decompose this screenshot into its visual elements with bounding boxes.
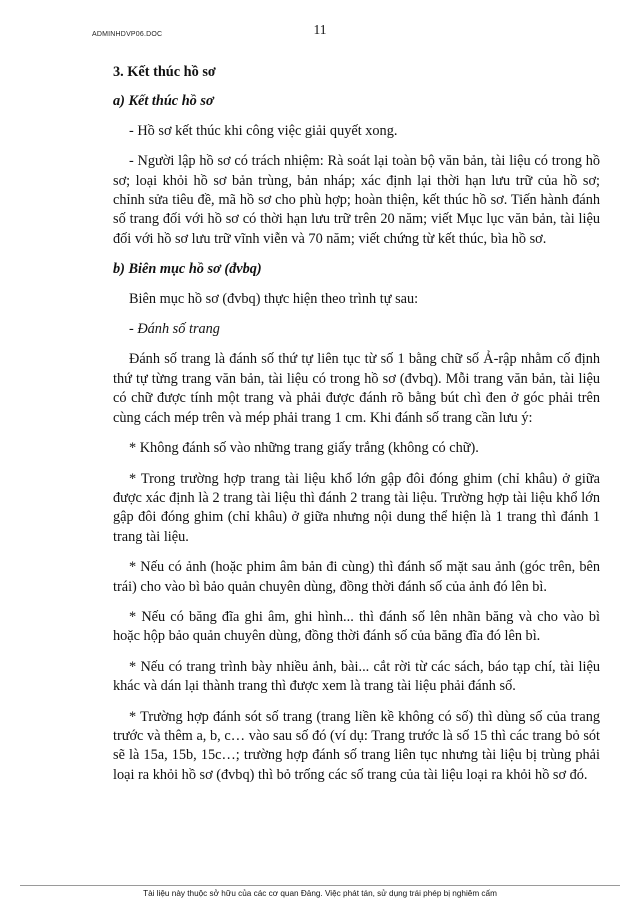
document-id: ADMINHDVP06.DOC	[92, 31, 163, 38]
bullet-item: * Trong trường hợp trang tài liệu khổ lớn gập đôi đóng ghim (chỉ khâu) ở giữa được xác định là 2 trang tài liệu thì đánh 2 trang tài liệu. Trường hợp tài liệu khổ lớn gập đôi đóng ghim (chỉ khâu) ở giữa nhưng nội dung thể hiện là 1 trang thì đánh 1 trang tài liệu.	[113, 470, 600, 545]
bullet-item: * Trường hợp đánh sót số trang (trang liền kề không có số) thì dùng số của trang trước và thêm a, b, c… vào sau số đó (ví dụ: Trang trước là số 15 thì các trang bỏ sót sẽ là 15a, 15b, 15c…; trường hợp đánh số trang liên tục nhưng tài liệu bị trùng phải loại ra khỏi hồ sơ (đvbq) thì bỏ trống các số trang của tài liệu loại ra khỏi hồ sơ đó.	[113, 708, 600, 783]
section-heading: 3. Kết thúc hồ sơ	[113, 64, 216, 80]
paragraph: Biên mục hồ sơ (đvbq) thực hiện theo trình tự sau:	[129, 290, 419, 307]
bullet-item: * Không đánh số vào những trang giấy trắng (không có chữ).	[129, 440, 479, 457]
subsection-heading-a: a) Kết thúc hồ sơ	[113, 93, 214, 110]
bullet-item: * Nếu có băng đĩa ghi âm, ghi hình... thì đánh số lên nhãn băng và cho vào bì hoặc hộp bảo quản chuyên dùng, đồng thời đánh số của băng đĩa đó lên bì.	[113, 608, 600, 645]
paragraph: - Người lập hồ sơ có trách nhiệm: Rà soát lại toàn bộ văn bản, tài liệu có trong hồ sơ; loại khỏi hồ sơ bản trùng, bản nháp; xác định lại thời hạn lưu trữ của hồ sơ; chỉnh sửa tiêu đề, mã hồ sơ cho phù hợp; hoàn thiện, kết thúc hồ sơ. Tiến hành đánh số trang đối với hồ sơ có thời hạn lưu trữ trên 20 năm; viết Mục lục văn bản, tài liệu đối với hồ sơ lưu trữ vĩnh viễn và 70 năm; viết chứng từ kết thúc, bìa hồ sơ.	[113, 153, 600, 247]
bullet-item: * Nếu có ảnh (hoặc phim âm bản đi cùng) thì đánh số mặt sau ảnh (góc trên, bên trái) cho vào bì bảo quản chuyên dùng, đồng thời đánh số của ảnh đó lên bì.	[113, 559, 600, 595]
paragraph: - Hồ sơ kết thúc khi công việc giải quyết xong.	[129, 122, 398, 139]
subsection-heading-b: b) Biên mục hồ sơ (đvbq)	[113, 261, 262, 278]
bullet-item: * Nếu có trang trình bày nhiều ảnh, bài... cắt rời từ các sách, báo tạp chí, tài liệu khác và dán lại thành trang thì được xem là trang tài liệu phải đánh số.	[113, 658, 600, 695]
page-number: 11	[313, 22, 327, 37]
document-body	[113, 63, 600, 796]
sub-item-heading: - Đánh số trang	[129, 321, 220, 338]
footer-divider	[20, 885, 620, 886]
footer-notice: Tài liệu này thuộc sở hữu của các cơ quan Đảng. Việc phát tán, sử dụng trái phép bị nghiêm cấm	[143, 889, 497, 898]
paragraph: Đánh số trang là đánh số thứ tự liên tục từ số 1 bằng chữ số Ả-rập nhằm cố định thứ tự từng trang văn bản, tài liệu có trong hồ sơ (đvbq). Mỗi trang văn bản, tài liệu có chữ được tính một trang và phải được đánh rõ bằng bút chì đen ở góc phải trên cùng cách mép trên và mép phải trang 1 cm. Khi đánh số trang cần lưu ý:	[113, 351, 600, 426]
